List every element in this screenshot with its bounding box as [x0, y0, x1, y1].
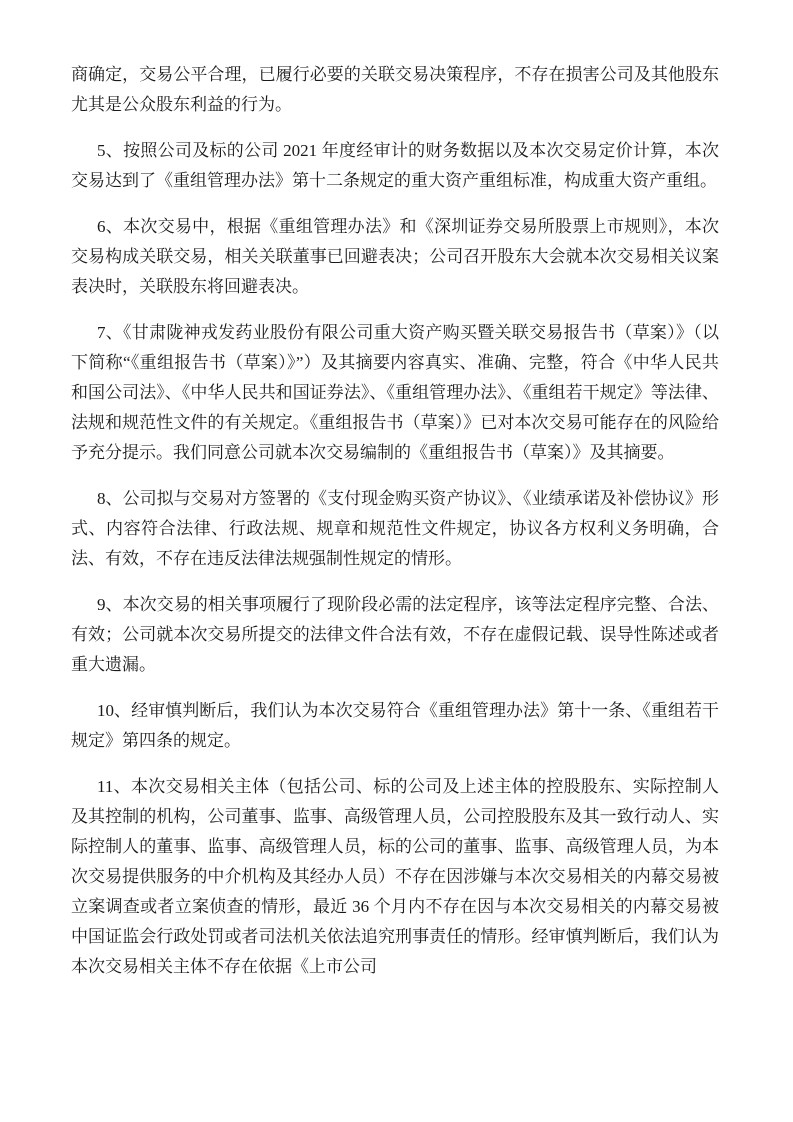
- document-body: [71, 60, 719, 998]
- paragraph: 商确定，交易公平合理，已履行必要的关联交易决策程序，不存在损害公司及其他股东尤其是公众股东利益的行为。: [71, 65, 719, 114]
- paragraph: 10、经审慎判断后，我们认为本次交易符合《重组管理办法》第十一条、《重组若干规定》第四条的规定。: [71, 701, 719, 750]
- paragraph: 5、按照公司及标的公司 2021 年度经审计的财务数据以及本次交易定价计算，本次交易达到了《重组管理办法》第十二条规定的重大资产重组标准，构成重大资产重组。: [71, 141, 719, 190]
- paragraph: 8、公司拟与交易对方签署的《支付现金购买资产协议》、《业绩承诺及补偿协议》形式、内容符合法律、行政法规、规章和规范性文件规定，协议各方权利义务明确，合法、有效，不存在违反法律法规强制性规定的情形。: [71, 489, 719, 568]
- paragraph: 6、本次交易中，根据《重组管理办法》和《深圳证券交易所股票上市规则》，本次交易构成关联交易，相关关联董事已回避表决；公司召开股东大会就本次交易相关议案表决时，关联股东将回避表决。: [71, 217, 719, 296]
- paragraph: 11、本次交易相关主体（包括公司、标的公司及上述主体的控股股东、实际控制人及其控制的机构，公司董事、监事、高级管理人员，公司控股股东及其一致行动人、实际控制人的董事、监事、高级管理人员，标的公司的董事、监事、高级管理人员，为本次交易提供服务的中介机构及其经办人员）不存在因涉嫌与本次交易相关的内幕交易被立案调查或者立案侦查的情形，最近 36 个月内不存在因与本次交易相关的内幕交易被中国证监会行政处罚或者司法机关依法追究刑事责任的情形。经审慎判断后，我们认为本次交易相关主体不存在依据《上市公司: [71, 777, 719, 976]
- paragraph: 9、本次交易的相关事项履行了现阶段必需的法定程序，该等法定程序完整、合法、有效；公司就本次交易所提交的法律文件合法有效，不存在虚假记载、误导性陈述或者重大遗漏。: [71, 595, 719, 674]
- paragraph: 7、《甘肃陇神戎发药业股份有限公司重大资产购买暨关联交易报告书（草案）》（以下简称“《重组报告书（草案）》”）及其摘要内容真实、准确、完整，符合《中华人民共和国公司法》、《中华人民共和国证券法》、《重组管理办法》、《重组若干规定》等法律、法规和规范性文件的有关规定。《重组报告书（草案）》已对本次交易可能存在的风险给予充分提示。我们同意公司就本次交易编制的《重组报告书（草案）》及其摘要。: [71, 323, 719, 462]
